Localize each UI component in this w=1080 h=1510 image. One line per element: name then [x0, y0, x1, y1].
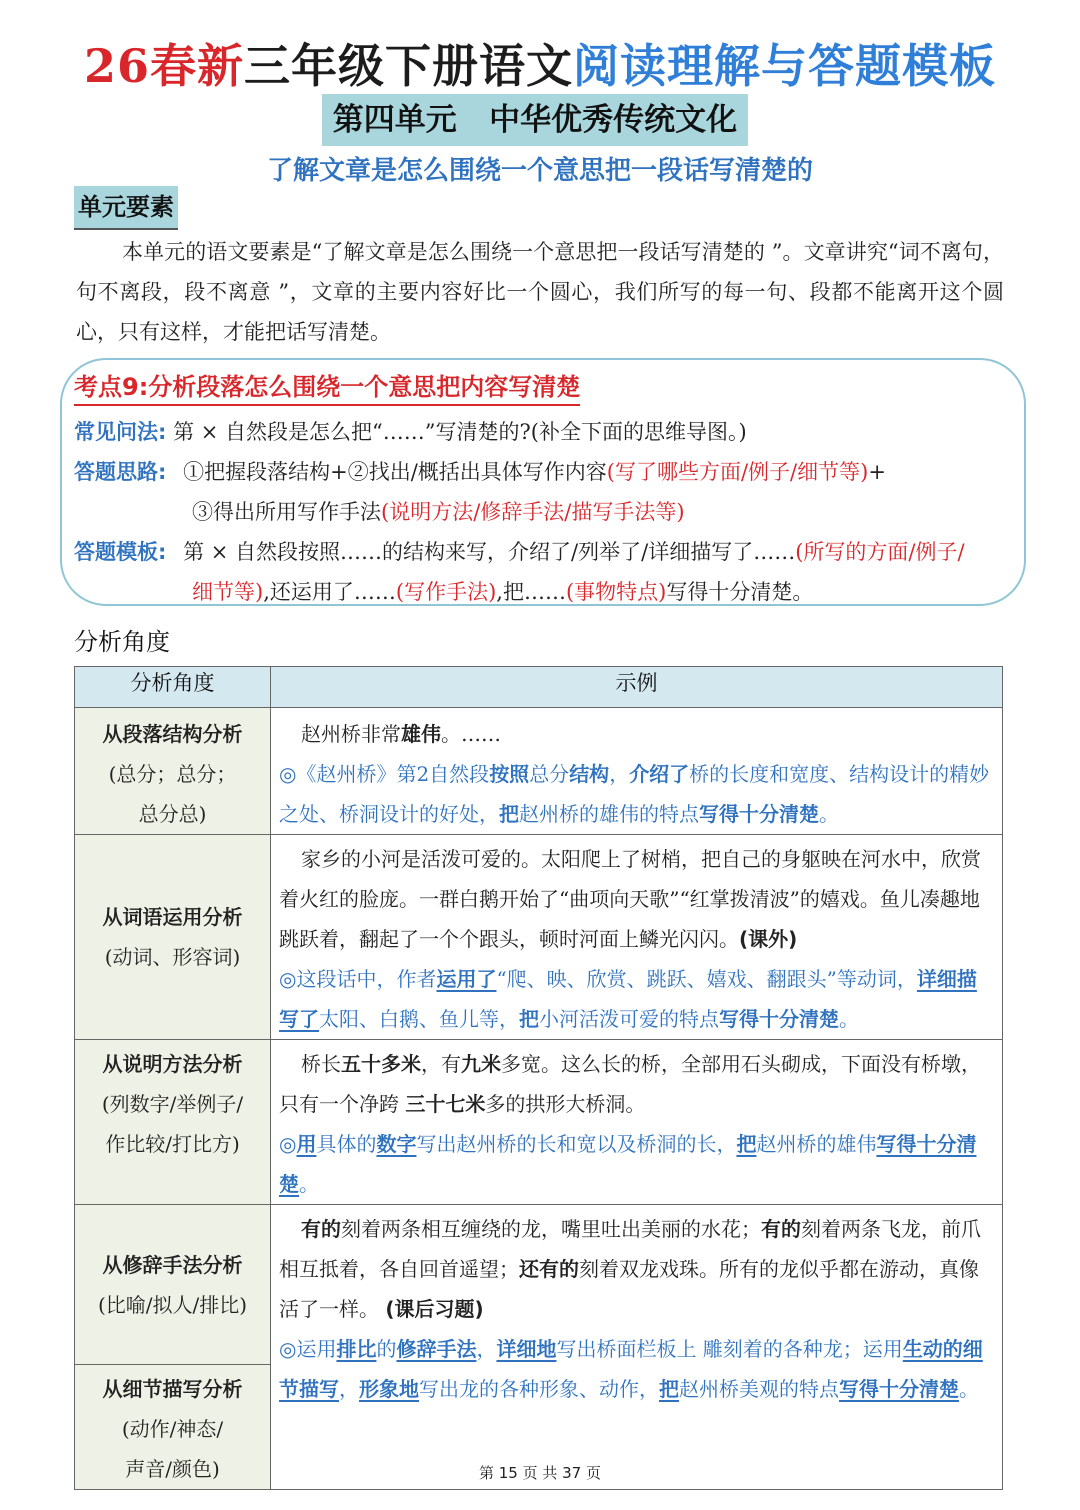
example-cell [271, 835, 1003, 1040]
idea-label: 答题思路: [74, 460, 167, 484]
example-cell [271, 1040, 1003, 1205]
idea-row-1: 答题思路: ①把握段落结构+②找出/概括出具体写作内容(写了哪些方面/例子/细节等)+ [74, 460, 886, 484]
example-analysis: ◎这段话中，作者运用了“爬、映、欣赏、跳跃、嬉戏、翻跟头”等动词，详细描写了太阳、白鹅、鱼儿等，把小河活泼可爱的特点写得十分清楚。 [279, 967, 977, 1031]
question-label: 常见问法: [74, 420, 167, 444]
idea-row-2: ③得出所用写作手法(说明方法/修辞手法/描写手法等) [192, 500, 685, 524]
angle-cell: 从修辞手法分析 (比喻/拟人/排比) [75, 1205, 271, 1365]
angle-cell: 从段落结构分析 (总分；总分； 总分总) [75, 708, 271, 835]
template-label: 答题模板: [74, 540, 167, 564]
example-text: 家乡的小河是活泼可爱的。太阳爬上了树梢，把自己的身躯映在河水中，欣赏着火红的脸庞。一群白鹅开始了“曲项向天歌”“红掌拨清波”的嬉戏。鱼儿凑趣地跳跃着，翻起了一个个跟头，顿时河面上鳞光闪闪。(课外) [279, 847, 981, 951]
example-analysis: ◎运用排比的修辞手法，详细地写出桥面栏板上 雕刻着的各种龙；运用生动的细节描写，形象地写出龙的各种形象、动作，把赵州桥美观的特点写得十分清楚。 [279, 1337, 983, 1401]
kaodian-title: 考点9:分析段落怎么围绕一个意思把内容写清楚 [74, 370, 580, 406]
example-cell [271, 708, 1003, 835]
header-example: 示例 [271, 667, 1003, 708]
unit-elements-heading: 单元要素 [74, 186, 178, 228]
example-cell [271, 1205, 1003, 1490]
angle-cell: 从说明方法分析 (列数字/举例子/ 作比较/打比方) [75, 1040, 271, 1205]
analysis-table [74, 666, 1003, 1490]
example-text: 有的刻着两条相互缠绕的龙，嘴里吐出美丽的水花；有的刻着两条飞龙，前爪相互抵着，各自回首遥望；还有的刻着双龙戏珠。所有的龙似乎都在游动，真像活了一样。 (课后习题) [279, 1217, 981, 1321]
page-title: 26春新三年级下册语文阅读理解与答题模板 [83, 39, 996, 93]
template-row-1: 答题模板: 第 × 自然段按照……的结构来写，介绍了/列举了/详细描写了……(所写的方面/例子/ [74, 540, 965, 564]
question-text: 第 × 自然段是怎么把“……”写清楚的?(补全下面的思维导图。) [173, 420, 747, 444]
template-row-2: 细节等),还运用了……(写作手法),把……(事物特点)写得十分清楚。 [192, 580, 814, 604]
subtitle: 了解文章是怎么围绕一个意思把一段话写清楚的 [266, 156, 813, 186]
table-row [75, 1205, 1003, 1365]
example-text: 赵州桥非常雄伟。…… [301, 722, 501, 746]
angle-cell: 从词语运用分析 (动词、形容词) [75, 835, 271, 1040]
heading-underline [74, 228, 178, 230]
analysis-heading: 分析角度 [74, 628, 170, 656]
table-row [75, 835, 1003, 1040]
example-analysis: ◎用具体的数字写出赵州桥的长和宽以及桥洞的长，把赵州桥的雄伟写得十分清楚。 [279, 1132, 977, 1196]
table-header-row [75, 667, 1003, 708]
table-row [75, 708, 1003, 835]
unit-banner: 第四单元 中华优秀传统文化 [322, 94, 748, 146]
unit-elements-paragraph: 本单元的语文要素是“了解文章是怎么围绕一个意思把一段话写清楚的 ”。文章讲究“词不离句，句不离段，段不离意 ”，文章的主要内容好比一个圆心，我们所写的每一句、段都不能离开这个圆心，只有这样，才能把话写清楚。 [76, 240, 1004, 344]
example-analysis: ◎《赵州桥》第2自然段按照总分结构，介绍了桥的长度和宽度、结构设计的精妙之处、桥洞设计的好处，把赵州桥的雄伟的特点写得十分清楚。 [279, 762, 990, 826]
table-row [75, 1040, 1003, 1205]
question-row [74, 412, 747, 452]
angle-cell: 从细节描写分析 (动作/神态/ 声音/颜色) [75, 1365, 271, 1490]
header-angle: 分析角度 [75, 667, 271, 708]
example-text: 桥长五十多米，有九米多宽。这么长的桥，全部用石头砌成，下面没有桥墩，只有一个净跨 三十七米多的拱形大桥洞。 [279, 1052, 981, 1116]
page-footer: 第 15 页 共 37 页 [478, 1464, 601, 1482]
